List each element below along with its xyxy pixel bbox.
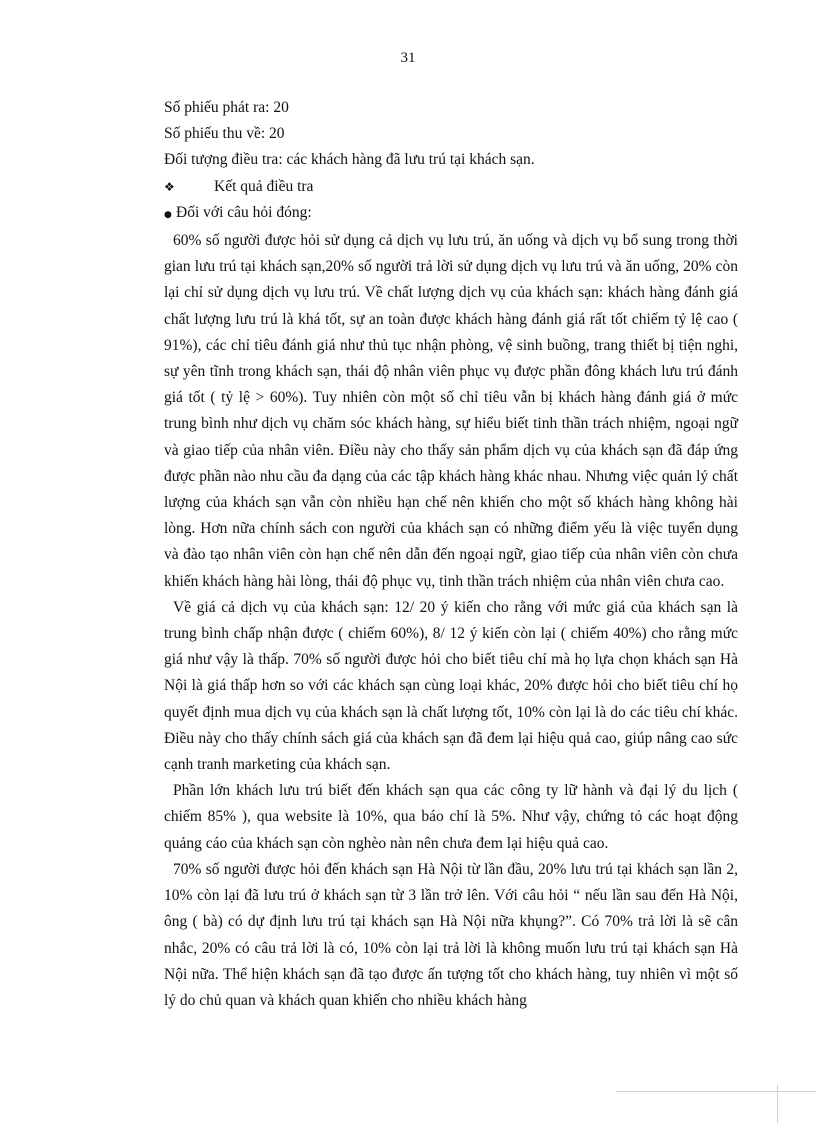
paragraph-channels: Phần lớn khách lưu trú biết đến khách sạn qua các công ty lữ hành và đại lý du lịch ( chiếm 85% ), qua website là 10%, qua báo chí là 5%. Như vậy, chứng tỏ các hoạt động quảng cáo của khách sạn còn nghèo nàn nên chưa đem lại hiệu quả cao. xyxy=(164,782,738,852)
page-corner-mark-vertical xyxy=(777,1085,778,1123)
paragraph-revisit: 70% số người được hỏi đến khách sạn Hà Nội từ lần đầu, 20% lưu trú tại khách sạn lần 2, 10% còn lại đã lưu trú ở khách sạn từ 3 lần trở lên. Với câu hỏi “ nếu lần sau đến Hà Nội, ông ( bà) có dự định lưu trú tại khách sạn Hà Nội nữa khụng?”. Có 70% trả lời là sẽ cân nhắc, 20% có câu trả lời là có, 10% còn lại trả lời là không muốn lưu trú tại khách sạn Hà Nội nữa. Thể hiện khách sạn đã tạo được ấn tượng tốt cho khách hàng, tuy nhiên vì một số lý do chủ quan và khách quan khiến cho nhiều khách hàng xyxy=(164,860,738,1009)
section-heading-text: Kết quả điều tra xyxy=(214,177,314,195)
text-line-collected: Số phiếu thu về: 20 xyxy=(164,125,285,143)
text-line-subjects: Đối tượng điều tra: các khách hàng đã lưu trú tại khách sạn. xyxy=(164,151,535,169)
dot-bullet-icon: ● xyxy=(164,209,172,220)
sub-heading-text: Đối với câu hỏi đóng: xyxy=(176,203,312,221)
text-line-issued: Số phiếu phát ra: 20 xyxy=(164,99,289,116)
paragraph-price: Về giá cả dịch vụ của khách sạn: 12/ 20 ý kiến cho rằng với mức giá của khách sạn là trung bình chấp nhận được ( chiếm 60%), 8/ 12 ý kiến còn lại ( chiếm 40%) cho rằng mức giá như vậy là thấp. 70% số người được hỏi cho biết tiêu chí mà họ lựa chọn khách sạn Hà Nội là giá thấp hơn so với các khách sạn cùng loại khác, 20% được hỏi cho biết tiêu chí họ quyết định mua dịch vụ của khách sạn là chất lượng tốt, 10% còn lại là do các tiêu chí khác. Điều này cho thấy chính sách giá của khách sạn đã đem lại hiệu quả cao, giúp nâng cao sức cạnh tranh marketing của khách sạn. xyxy=(164,598,738,774)
page-content xyxy=(164,95,738,1014)
page-corner-mark-horizontal xyxy=(616,1091,816,1092)
page-number: 31 xyxy=(400,50,416,66)
diamond-bullet-icon: ❖ xyxy=(164,179,175,194)
sub-heading xyxy=(164,200,738,228)
paragraph-closed-questions: 60% số người được hỏi sử dụng cả dịch vụ lưu trú, ăn uống và dịch vụ bổ sung trong thời gian lưu trú tại khách sạn,20% số người trả lời sử dụng dịch vụ lưu trú và ăn uống, 20% còn lại chỉ sử dụng dịch vụ lưu trú. Về chất lượng dịch vụ của khách sạn: khách hàng đánh giá chất lượng lưu trú là khá tốt, sự an toàn được khách hàng đánh giá rất tốt chiếm tỷ lệ cao ( 91%), các chỉ tiêu đánh giá như thủ tục nhận phòng, vệ sinh buồng, trang thiết bị tiện nghi, sự yên tĩnh trong khách sạn, thái độ nhân viên phục vụ được phần đông khách lưu trú đánh giá tốt ( tỷ lệ > 60%). Tuy nhiên còn một số chỉ tiêu vẫn bị khách hàng đánh giá ở mức trung bình như dịch vụ chăm sóc khách hàng, sự hiểu biết tinh thần trách nhiệm, ngoại ngữ và giao tiếp của nhân viên. Điều này cho thấy sản phẩm dịch vụ của khách sạn đã đáp ứng được phần nào nhu cầu đa dạng của các tập khách hàng khác nhau. Nhưng việc quản lý chất lượng của khách sạn vẫn còn nhiều hạn chế nên khiến cho một số khách hàng không hài lòng. Hơn nữa chính sách con người của khách sạn có những điểm yếu là việc tuyển dụng và đào tạo nhân viên còn hạn chế nên dẫn đến ngoại ngữ, giao tiếp của nhân viên còn chưa khiến khách hàng hài lòng, thái độ phục vụ, tinh thần trách nhiệm của nhân viên chưa cao. xyxy=(164,232,738,590)
section-heading xyxy=(164,174,738,200)
